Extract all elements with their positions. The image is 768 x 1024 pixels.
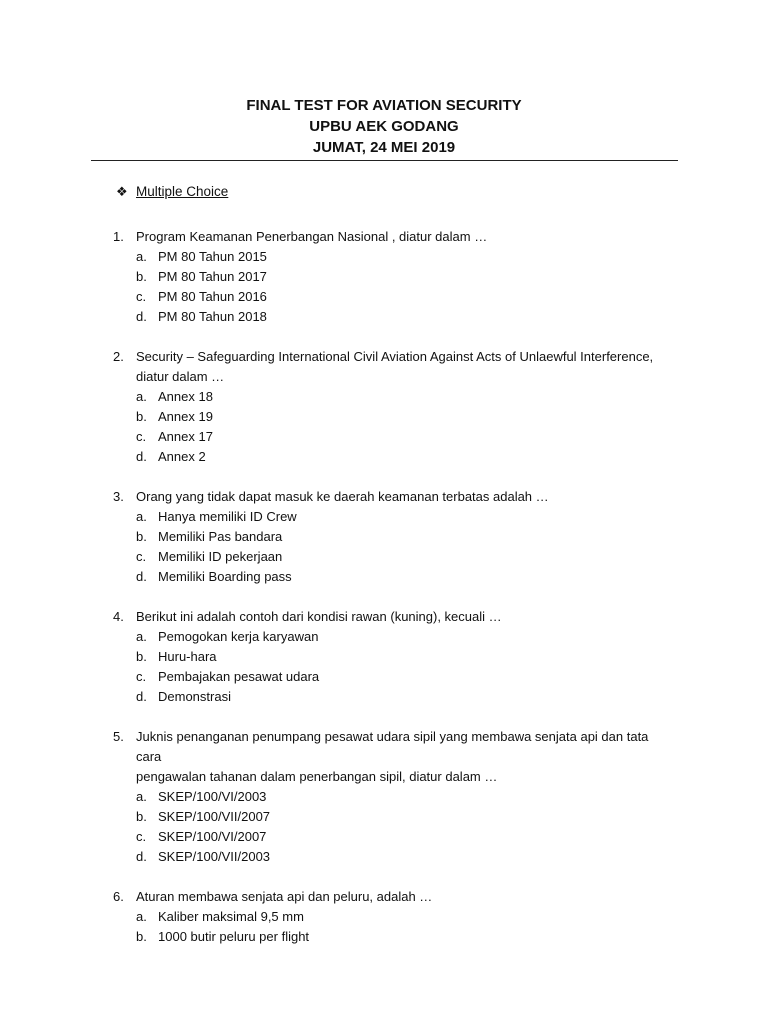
answer-option (0, 507, 768, 527)
answer-option (0, 547, 768, 567)
question-text-line: Juknis penanganan penumpang pesawat udara sipil yang membawa senjata api dan tata cara (136, 729, 649, 764)
question-text (0, 487, 656, 507)
option-letter: b. (136, 929, 147, 944)
option-text: Annex 19 (158, 409, 213, 424)
option-letter: d. (136, 309, 147, 324)
question-text-line: Orang yang tidak dapat masuk ke daerah keamanan terbatas adalah … (136, 489, 549, 504)
answer-option (0, 267, 768, 287)
option-text: SKEP/100/VII/2003 (158, 849, 271, 864)
header-date: JUMAT, 24 MEI 2019 (312, 139, 456, 156)
document-header (0, 95, 768, 158)
option-letter: a. (136, 629, 147, 644)
question-item (0, 607, 768, 707)
question-text (0, 767, 656, 787)
option-text: 1000 butir peluru per flight (158, 929, 310, 944)
option-text: SKEP/100/VI/2007 (158, 829, 267, 844)
question-text-line: pengawalan tahanan dalam penerbangan sipil, diatur dalam … (136, 769, 498, 784)
header-subtitle: UPBU AEK GODANG (309, 118, 459, 135)
header-title: FINAL TEST FOR AVIATION SECURITY (246, 97, 522, 114)
option-letter: b. (136, 649, 147, 664)
option-text: Demonstrasi (158, 689, 231, 704)
question-text-line: Aturan membawa senjata api dan peluru, adalah … (136, 889, 433, 904)
answer-option (0, 807, 768, 827)
question-number: 2. (113, 349, 124, 364)
option-letter: b. (136, 809, 147, 824)
question-list (0, 227, 768, 967)
answer-option (0, 847, 768, 867)
option-letter: c. (136, 429, 147, 444)
option-letter: a. (136, 909, 147, 924)
option-text: SKEP/100/VI/2003 (158, 789, 267, 804)
option-text: SKEP/100/VII/2007 (158, 809, 271, 824)
question-text (0, 607, 656, 627)
option-text: Pemogokan kerja karyawan (158, 629, 319, 644)
answer-option (0, 567, 768, 587)
option-letter: c. (136, 829, 147, 844)
question-number: 5. (113, 729, 124, 744)
answer-option (0, 407, 768, 427)
option-text: Annex 18 (158, 389, 213, 404)
question-number: 6. (113, 889, 124, 904)
answer-option (0, 387, 768, 407)
option-text: PM 80 Tahun 2017 (158, 269, 267, 284)
answer-option (0, 687, 768, 707)
option-letter: c. (136, 289, 147, 304)
option-letter: a. (136, 789, 147, 804)
option-text: Hanya memiliki ID Crew (158, 509, 297, 524)
option-letter: b. (136, 269, 147, 284)
question-text (0, 727, 656, 767)
option-letter: b. (136, 529, 147, 544)
question-text-line: diatur dalam … (136, 369, 225, 384)
option-letter: a. (136, 389, 147, 404)
question-text (0, 887, 656, 907)
option-letter: a. (136, 509, 147, 524)
option-letter: d. (136, 569, 147, 584)
answer-option (0, 527, 768, 547)
question-number: 3. (113, 489, 124, 504)
header-divider (91, 160, 678, 161)
answer-option (0, 627, 768, 647)
question-text (0, 227, 656, 247)
answer-option (0, 927, 768, 947)
option-text: PM 80 Tahun 2016 (158, 289, 267, 304)
answer-option (0, 247, 768, 267)
question-text-line: Berikut ini adalah contoh dari kondisi rawan (kuning), kecuali … (136, 609, 502, 624)
option-letter: d. (136, 849, 147, 864)
option-text: PM 80 Tahun 2015 (158, 249, 267, 264)
option-letter: b. (136, 409, 147, 424)
answer-option (0, 647, 768, 667)
question-text (0, 347, 656, 367)
option-text: Huru-hara (158, 649, 217, 664)
section-title: Multiple Choice (136, 184, 229, 199)
option-text: Annex 2 (158, 449, 206, 464)
answer-option (0, 447, 768, 467)
answer-option (0, 667, 768, 687)
answer-option (0, 307, 768, 327)
question-text-line: Security – Safeguarding International Civil Aviation Against Acts of Unlaewful Interference, (136, 349, 654, 364)
question-item (0, 487, 768, 587)
question-item (0, 727, 768, 867)
option-text: Memiliki Boarding pass (158, 569, 292, 584)
option-text: Memiliki Pas bandara (158, 529, 283, 544)
question-text (0, 367, 656, 387)
diamond-bullet-icon: ❖ (116, 184, 128, 199)
option-text: Kaliber maksimal 9,5 mm (158, 909, 304, 924)
answer-option (0, 827, 768, 847)
answer-option (0, 907, 768, 927)
question-number: 1. (113, 229, 124, 244)
option-letter: c. (136, 669, 147, 684)
answer-option (0, 427, 768, 447)
question-item (0, 347, 768, 467)
option-letter: d. (136, 449, 147, 464)
option-text: Memiliki ID pekerjaan (158, 549, 283, 564)
question-text-line: Program Keamanan Penerbangan Nasional , diatur dalam … (136, 229, 488, 244)
question-item (0, 227, 768, 327)
section-heading (116, 182, 228, 202)
question-number: 4. (113, 609, 124, 624)
option-letter: d. (136, 689, 147, 704)
answer-option (0, 787, 768, 807)
option-letter: c. (136, 549, 147, 564)
option-text: PM 80 Tahun 2018 (158, 309, 267, 324)
question-item (0, 887, 768, 947)
option-letter: a. (136, 249, 147, 264)
option-text: Annex 17 (158, 429, 213, 444)
answer-option (0, 287, 768, 307)
option-text: Pembajakan pesawat udara (158, 669, 320, 684)
